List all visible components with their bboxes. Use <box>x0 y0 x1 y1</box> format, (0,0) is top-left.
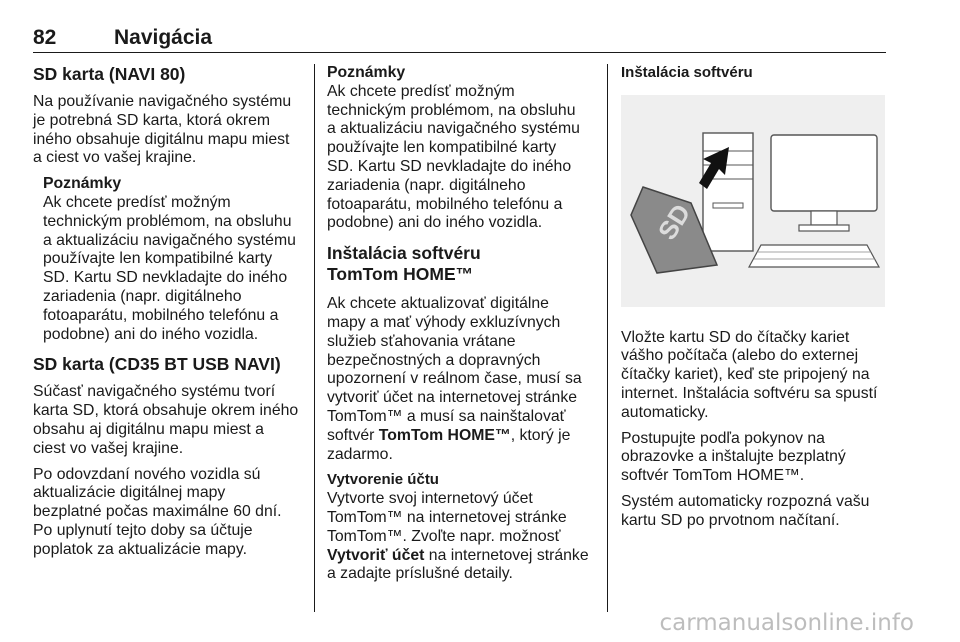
paragraph-follow-instructions: Postupujte podľa pokynov na obrazovke a inštalujte bezplatný softvér TomTom HOME™. <box>621 429 846 485</box>
paragraph-insert-card: Vložte kartu SD do čítačky kariet vášho počítača (alebo do externej čítačky kariet), keď ste pripojený na internet. Inštalácia softvéru sa spustí automaticky. <box>621 328 878 421</box>
note-text: Ak chcete predísť možným technickým problémom, na obsluhu a aktualizáciu navigačného systému používajte len kompatibilné karty SD. Kartu SD nevkladajte do iného zariadenia (napr. digitálneho fotoaparátu, mobilného telefónu a podobne) ani do iného vozidla. <box>327 82 580 232</box>
section-heading-install <box>327 243 595 285</box>
section-heading-cd35: SD karta (CD35 BT USB NAVI) <box>33 354 281 375</box>
paragraph-cd35-1: Súčasť navigačného systému tvorí karta SD, ktorá obsahuje okrem iného obsahu aj digitálnu mapu miest a ciest vo vašej krajine. <box>33 383 299 457</box>
heading-line-2: TomTom HOME™ <box>327 264 474 285</box>
paragraph-cd35-2: Po odovzdaní nového vozidla sú aktualizácie digitálnej mapy bezplatné počas maximálne 60 dní. Po uplynutí tejto doby sa účtuje poplatok za aktualizácie mapy. <box>33 465 282 558</box>
page-title: Navigácia <box>114 26 213 49</box>
sd-card-label: SD <box>651 198 697 245</box>
paragraph-text: na internetovej stránke a zadajte príslušné detaily. <box>327 546 589 583</box>
paragraph-text: , ktorý je zadarmo. <box>327 426 571 463</box>
subheading-account: Vytvorenie účtu <box>327 471 439 489</box>
heading-line-1: Inštalácia softvéru <box>327 243 481 264</box>
subheading-install: Inštalácia softvéru <box>621 64 753 81</box>
section-heading-sd-card: SD karta (NAVI 80) <box>33 64 186 84</box>
column-divider <box>314 64 315 612</box>
note-title: Poznámky <box>327 64 406 81</box>
note-title: Poznámky <box>43 175 122 193</box>
paragraph-auto-detect: Systém automaticky rozpozná vašu kartu SD po prvotnom načítaní. <box>621 492 870 529</box>
note-box <box>33 175 303 344</box>
bold-term: TomTom HOME™ <box>378 426 511 444</box>
paragraph-sd-card: Na používanie navigačného systému je potrebná SD karta, ktorá okrem iného obsahuje digitálnu mapu miest a ciest vo vašej krajine. <box>33 93 292 167</box>
paragraph-text: softvér <box>327 426 379 444</box>
paragraph-account <box>327 490 595 584</box>
watermark: carmanualsonline.info <box>659 610 914 636</box>
keyboard-icon <box>749 245 879 267</box>
sd-card-computer-illustration <box>621 95 885 307</box>
column-divider <box>607 64 608 612</box>
bold-term: Vytvoriť účet <box>327 546 425 564</box>
column-middle <box>327 64 595 591</box>
column-left <box>33 64 303 567</box>
paragraph-text: Ak chcete aktualizovať digitálne mapy a mať výhody exkluzívnych služieb sťahovania vrátane bezpečnostných a dopravných upozornení v reálnom čase, musí sa vytvoriť účet na internetovej stránke TomTom™ a musí sa nainštalovať <box>327 295 582 425</box>
note-text: Ak chcete predísť možným technickým problémom, na obsluhu a aktualizáciu navigačného systému používajte len kompatibilné karty SD. Kartu SD nevkladajte do iného zariadenia (napr. digitálneho fotoaparátu, mobilného telefónu a podobne) ani do iného vozidla. <box>43 193 296 343</box>
paragraph-text: Vytvorte svoj internetový účet TomTom™ na internetovej stránke TomTom™. Zvoľte napr. možnosť <box>327 490 567 545</box>
page-number: 82 <box>33 26 57 49</box>
page-header <box>33 26 886 53</box>
column-right <box>621 64 889 538</box>
note-box <box>327 64 595 233</box>
paragraph-install <box>327 295 595 464</box>
